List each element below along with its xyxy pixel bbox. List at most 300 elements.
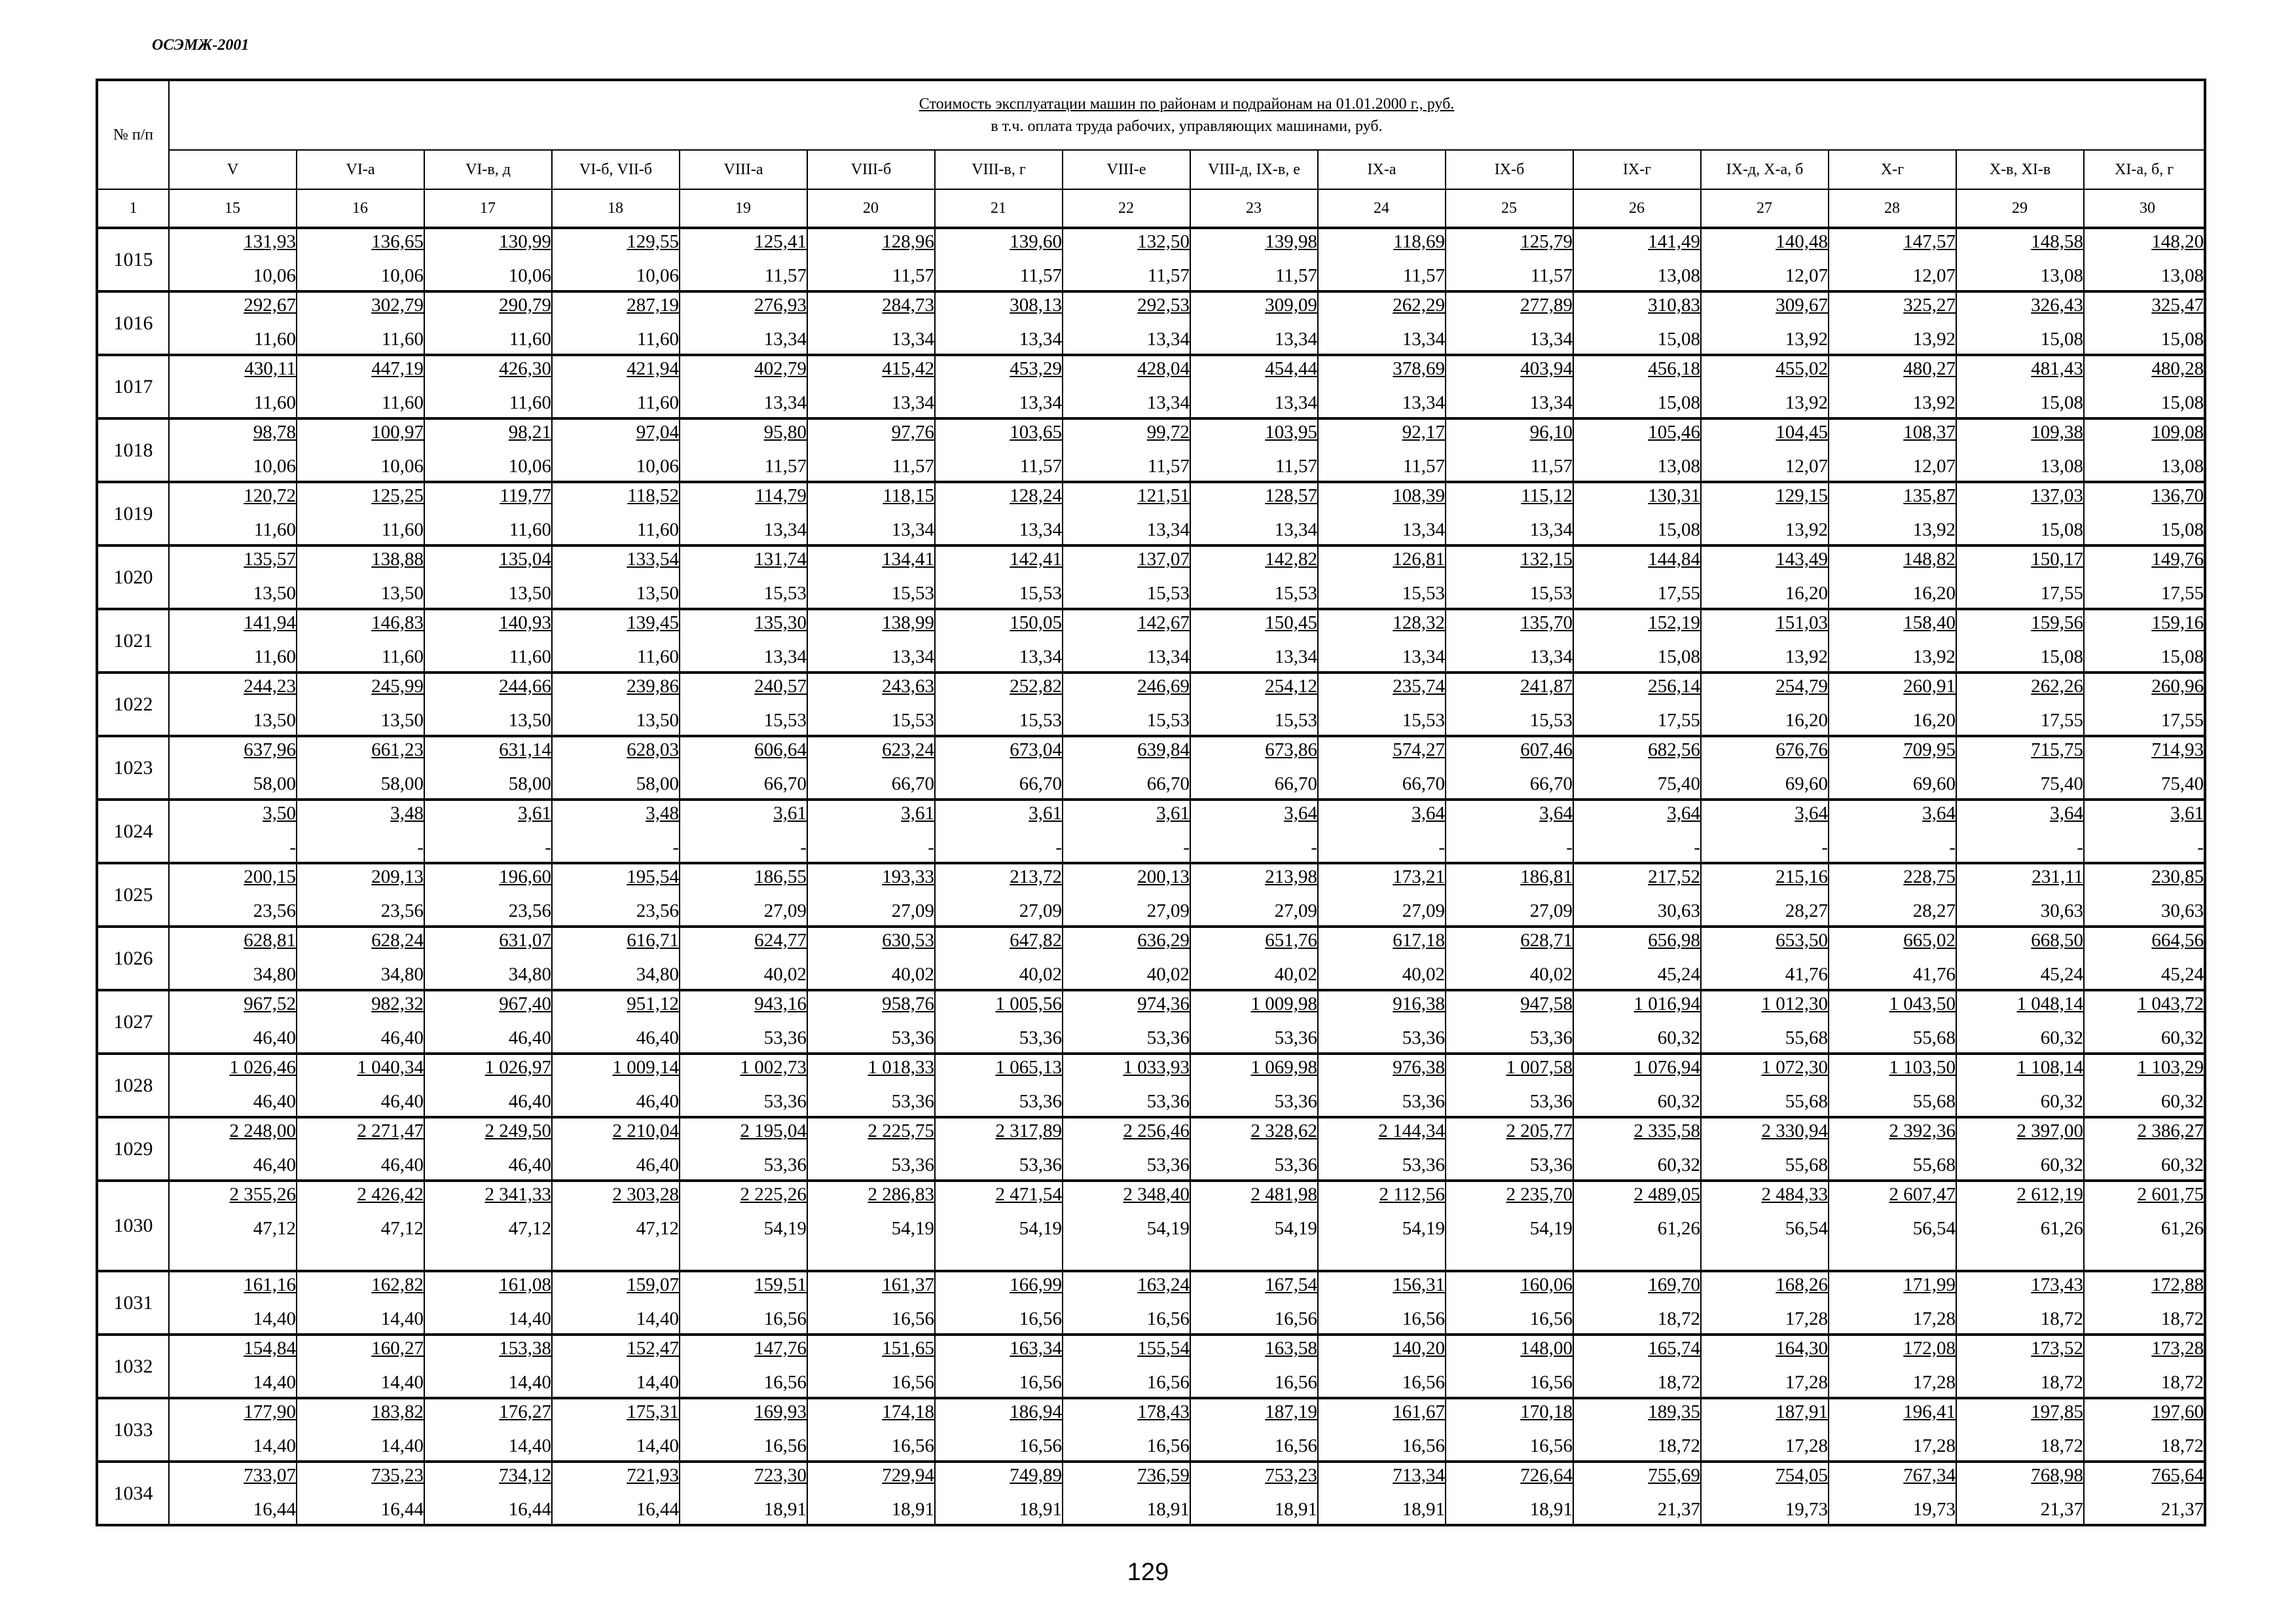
labor-cost-value: 13,08 — [1657, 456, 1700, 477]
labor-cost-value: 18,72 — [2160, 1435, 2204, 1456]
value-cell — [807, 609, 935, 673]
labor-cost-value: 16,56 — [1402, 1435, 1445, 1456]
value-cell — [807, 927, 935, 990]
region-header-row — [97, 150, 2205, 189]
value-cell — [1446, 736, 1573, 800]
value-cell — [1701, 418, 1829, 482]
value-cell — [1573, 355, 1701, 418]
value-cell — [1446, 990, 1573, 1054]
column-number: 1 — [97, 189, 169, 228]
machine-cost-value: 3,61 — [2170, 803, 2204, 824]
value-cell — [424, 1117, 552, 1181]
machine-cost-value: 152,19 — [1648, 612, 1700, 633]
machine-cost-value: 135,87 — [1903, 485, 1956, 506]
machine-cost-value: 128,57 — [1265, 485, 1317, 506]
labor-cost-value: 13,34 — [1019, 329, 1062, 350]
value-cell — [1446, 609, 1573, 673]
value-cell — [1446, 1335, 1573, 1398]
region-header: VIII-д, IX-в, е — [1190, 150, 1318, 189]
machine-cost-value: 639,84 — [1137, 739, 1190, 760]
machine-cost-value: 148,82 — [1903, 549, 1956, 570]
machine-cost-value: 428,04 — [1137, 358, 1190, 379]
machine-cost-value: 161,16 — [244, 1274, 296, 1295]
value-cell — [1318, 863, 1446, 927]
labor-cost-value: 16,56 — [1019, 1308, 1062, 1329]
machine-cost-value: 144,84 — [1648, 549, 1700, 570]
value-cell — [297, 1271, 424, 1335]
region-header: IX-д, X-а, б — [1701, 150, 1829, 189]
labor-cost-value: 13,34 — [891, 646, 934, 667]
table-row — [97, 1271, 2205, 1335]
value-cell — [1829, 1398, 1956, 1462]
value-cell — [1063, 927, 1190, 990]
labor-cost-value: 17,28 — [1912, 1372, 1956, 1393]
table-row — [97, 482, 2205, 545]
value-cell — [1318, 1054, 1446, 1117]
value-cell — [2084, 673, 2205, 736]
labor-cost-value: 18,72 — [1657, 1435, 1700, 1456]
labor-cost-value: 13,34 — [1146, 646, 1190, 667]
value-cell — [1956, 800, 2084, 863]
machine-cost-value: 3,61 — [901, 803, 934, 824]
value-cell — [552, 673, 680, 736]
machine-cost-value: 125,41 — [754, 231, 807, 252]
machine-cost-value: 129,55 — [627, 231, 679, 252]
value-cell — [1829, 927, 1956, 990]
machine-cost-value: 200,13 — [1137, 866, 1190, 887]
machine-cost-value: 3,61 — [518, 803, 551, 824]
labor-cost-value: 13,92 — [1912, 519, 1956, 540]
value-cell — [2084, 228, 2205, 291]
labor-cost-value: 13,34 — [1274, 329, 1317, 350]
machine-cost-value: 230,85 — [2151, 866, 2204, 887]
labor-cost-value: 16,56 — [1529, 1372, 1573, 1393]
machine-cost-value: 290,79 — [499, 295, 551, 316]
value-cell — [1701, 927, 1829, 990]
machine-cost-value: 726,64 — [1520, 1465, 1573, 1486]
value-cell — [1063, 1117, 1190, 1181]
machine-cost-value: 129,15 — [1776, 485, 1828, 506]
machine-cost-value: 235,74 — [1393, 676, 1445, 697]
labor-cost-value: 11,57 — [1530, 456, 1573, 477]
machine-cost-value: 133,54 — [627, 549, 679, 570]
labor-cost-value: 53,36 — [1019, 1154, 1062, 1175]
value-cell — [1446, 1462, 1573, 1525]
value-cell — [1573, 863, 1701, 927]
labor-cost-value: 13,92 — [1912, 392, 1956, 413]
value-cell — [807, 1181, 935, 1271]
labor-cost-value: 61,26 — [2040, 1218, 2083, 1239]
machine-cost-value: 2 195,04 — [740, 1120, 807, 1141]
value-cell — [2084, 927, 2205, 990]
value-cell — [424, 736, 552, 800]
machine-cost-value: 2 271,47 — [357, 1120, 424, 1141]
labor-cost-value: 66,70 — [1274, 773, 1317, 794]
value-cell — [1190, 673, 1318, 736]
machine-cost-value: 1 026,46 — [229, 1057, 296, 1078]
machine-cost-value: 146,83 — [371, 612, 424, 633]
value-cell — [169, 927, 297, 990]
value-cell — [424, 482, 552, 545]
machine-cost-value: 453,29 — [1010, 358, 1062, 379]
row-number: 1029 — [97, 1117, 169, 1181]
value-cell — [935, 800, 1063, 863]
labor-cost-value: 53,36 — [763, 1091, 807, 1112]
value-cell — [1063, 1181, 1190, 1271]
machine-cost-value: 3,61 — [1156, 803, 1190, 824]
value-cell — [680, 1054, 807, 1117]
value-cell — [552, 736, 680, 800]
labor-cost-value: 16,56 — [1146, 1372, 1190, 1393]
labor-cost-value: 18,91 — [891, 1499, 934, 1520]
labor-cost-value: 66,70 — [1146, 773, 1190, 794]
value-cell — [680, 1117, 807, 1181]
value-cell — [1701, 482, 1829, 545]
labor-cost-value: 15,53 — [763, 710, 807, 731]
machine-cost-value: 170,18 — [1520, 1401, 1573, 1422]
machine-cost-value: 193,33 — [882, 866, 934, 887]
machine-cost-value: 172,88 — [2151, 1274, 2204, 1295]
labor-cost-value: 54,19 — [891, 1218, 934, 1239]
value-cell — [169, 545, 297, 609]
machine-cost-value: 246,69 — [1137, 676, 1190, 697]
machine-cost-value: 103,95 — [1265, 422, 1317, 443]
value-cell — [169, 1054, 297, 1117]
labor-cost-value: 13,34 — [891, 519, 934, 540]
region-header: VIII-е — [1063, 150, 1190, 189]
row-number: 1015 — [97, 228, 169, 291]
machine-cost-value: 148,20 — [2151, 231, 2204, 252]
value-cell — [169, 1335, 297, 1398]
value-cell — [297, 418, 424, 482]
machine-cost-value: 108,37 — [1903, 422, 1956, 443]
value-cell — [424, 1462, 552, 1525]
value-cell — [1190, 1398, 1318, 1462]
value-cell — [1829, 800, 1956, 863]
labor-cost-value: 46,40 — [253, 1027, 296, 1048]
value-cell — [552, 1271, 680, 1335]
value-cell — [297, 355, 424, 418]
value-cell — [1190, 863, 1318, 927]
labor-cost-value: 16,56 — [1529, 1308, 1573, 1329]
machine-cost-value: 1 043,72 — [2137, 993, 2204, 1014]
value-cell — [935, 1335, 1063, 1398]
value-cell — [1956, 228, 2084, 291]
labor-cost-value: 60,32 — [2040, 1154, 2083, 1175]
value-cell — [552, 228, 680, 291]
labor-cost-value: 16,56 — [1146, 1435, 1190, 1456]
machine-cost-value: 114,79 — [755, 485, 807, 506]
region-header: IX-а — [1318, 150, 1446, 189]
labor-cost-value: 60,32 — [2160, 1154, 2204, 1175]
value-cell — [2084, 736, 2205, 800]
value-cell — [297, 927, 424, 990]
labor-cost-value: 54,19 — [1529, 1218, 1573, 1239]
column-number: 30 — [2140, 199, 2155, 217]
machine-cost-value: 1 103,29 — [2137, 1057, 2204, 1078]
machine-cost-value: 252,82 — [1010, 676, 1062, 697]
value-cell — [1190, 482, 1318, 545]
value-cell — [1318, 1181, 1446, 1271]
machine-cost-value: 128,32 — [1393, 612, 1445, 633]
machine-cost-value: 628,03 — [627, 739, 679, 760]
table-row — [97, 863, 2205, 927]
labor-cost-value: 46,40 — [636, 1027, 679, 1048]
labor-cost-value: 11,60 — [636, 646, 679, 667]
labor-cost-value: 23,56 — [636, 900, 679, 921]
value-cell — [1190, 355, 1318, 418]
value-cell — [1701, 228, 1829, 291]
machine-cost-value: 715,75 — [2031, 739, 2083, 760]
value-cell — [1318, 673, 1446, 736]
machine-cost-value: 2 355,26 — [229, 1184, 296, 1205]
value-cell — [935, 990, 1063, 1054]
value-cell — [1956, 1462, 2084, 1525]
column-number: 29 — [2012, 199, 2028, 217]
table-row — [97, 1117, 2205, 1181]
labor-cost-value: 16,56 — [1274, 1435, 1317, 1456]
value-cell — [1318, 736, 1446, 800]
value-cell — [1190, 1462, 1318, 1525]
table-title-main: Стоимость эксплуатации машин по районам и подрайонам на 01.01.2000 г., руб. — [919, 96, 1455, 113]
labor-cost-value: 11,60 — [253, 329, 296, 350]
labor-cost-value: 14,40 — [508, 1308, 551, 1329]
machine-cost-value: 3,64 — [1284, 803, 1317, 824]
machine-cost-value: 628,71 — [1520, 930, 1573, 951]
value-cell — [1190, 1054, 1318, 1117]
table-row — [97, 990, 2205, 1054]
labor-cost-value: 13,08 — [2040, 265, 2083, 286]
machine-cost-value: 430,11 — [244, 358, 296, 379]
machine-cost-value: 617,18 — [1393, 930, 1445, 951]
document-code: ОСЭМЖ-2001 — [152, 37, 249, 54]
machine-cost-value: 2 392,36 — [1889, 1120, 1956, 1141]
value-cell — [1446, 482, 1573, 545]
labor-cost-value: 23,56 — [380, 900, 424, 921]
labor-cost-value: 10,06 — [253, 456, 296, 477]
labor-cost-value: 34,80 — [508, 964, 551, 985]
machine-cost-value: 142,41 — [1010, 549, 1062, 570]
value-cell — [2084, 482, 2205, 545]
machine-cost-value: 138,88 — [371, 549, 424, 570]
machine-cost-value: 160,06 — [1520, 1274, 1573, 1295]
value-cell — [1318, 291, 1446, 355]
machine-cost-value: 277,89 — [1520, 295, 1573, 316]
labor-cost-value: 53,36 — [763, 1027, 807, 1048]
value-cell — [297, 1462, 424, 1525]
machine-cost-value: 402,79 — [754, 358, 807, 379]
value-cell — [552, 482, 680, 545]
labor-cost-value: 12,07 — [1912, 265, 1956, 286]
labor-cost-value: 53,36 — [1529, 1154, 1573, 1175]
machine-cost-value: 137,07 — [1137, 549, 1190, 570]
region-header: VI-в, д — [424, 150, 552, 189]
machine-cost-value: 3,61 — [773, 803, 807, 824]
machine-cost-value: 148,00 — [1520, 1338, 1573, 1359]
value-cell — [1573, 673, 1701, 736]
value-cell — [1063, 1054, 1190, 1117]
labor-cost-value: 46,40 — [380, 1154, 424, 1175]
value-cell — [1956, 1271, 2084, 1335]
value-cell — [297, 1054, 424, 1117]
value-cell — [1318, 1398, 1446, 1462]
labor-cost-value: 30,63 — [2160, 900, 2204, 921]
machine-cost-value: 161,67 — [1393, 1401, 1445, 1422]
machine-cost-value: 132,15 — [1520, 549, 1573, 570]
labor-cost-value: 21,37 — [1657, 1499, 1700, 1520]
machine-cost-value: 121,51 — [1137, 485, 1190, 506]
machine-cost-value: 668,50 — [2031, 930, 2083, 951]
labor-cost-value: 13,34 — [763, 646, 807, 667]
labor-cost-value: 14,40 — [508, 1372, 551, 1393]
machine-cost-value: 174,18 — [882, 1401, 934, 1422]
value-cell — [1956, 482, 2084, 545]
machine-cost-value: 631,07 — [499, 930, 551, 951]
value-cell — [1956, 1054, 2084, 1117]
machine-cost-value: 109,08 — [2151, 422, 2204, 443]
machine-cost-value: 96,10 — [1529, 422, 1573, 443]
machine-cost-value: 196,60 — [499, 866, 551, 887]
labor-cost-value: 11,57 — [1147, 456, 1190, 477]
value-cell — [552, 418, 680, 482]
value-cell — [1701, 355, 1829, 418]
table-row — [97, 1335, 2205, 1398]
value-cell — [2084, 1181, 2205, 1271]
labor-cost-value: 11,60 — [381, 392, 424, 413]
labor-cost-value: - — [1438, 837, 1445, 858]
machine-cost-value: 1 009,14 — [612, 1057, 679, 1078]
value-cell — [552, 990, 680, 1054]
value-cell — [680, 1181, 807, 1271]
value-cell — [297, 1398, 424, 1462]
labor-cost-value: 16,56 — [891, 1372, 934, 1393]
value-cell — [807, 1054, 935, 1117]
machine-cost-value: 151,03 — [1776, 612, 1828, 633]
row-number: 1032 — [97, 1335, 169, 1398]
value-cell — [1190, 418, 1318, 482]
table-row — [97, 1398, 2205, 1462]
value-cell — [1573, 1181, 1701, 1271]
value-cell — [169, 482, 297, 545]
value-cell — [1956, 736, 2084, 800]
value-cell — [169, 1398, 297, 1462]
value-cell — [1318, 927, 1446, 990]
machine-cost-value: 186,94 — [1010, 1401, 1062, 1422]
machine-cost-value: 173,43 — [2031, 1274, 2083, 1295]
machine-cost-value: 287,19 — [627, 295, 679, 316]
table-title-sub: в т.ч. оплата труда рабочих, управляющих машинами, руб. — [991, 118, 1383, 135]
labor-cost-value: 27,09 — [891, 900, 934, 921]
labor-cost-value: 13,34 — [1019, 519, 1062, 540]
value-cell — [1956, 545, 2084, 609]
machine-cost-value: 1 016,94 — [1633, 993, 1700, 1014]
labor-cost-value: 12,07 — [1785, 456, 1828, 477]
labor-cost-value: - — [2077, 837, 2083, 858]
machine-cost-value: 974,36 — [1137, 993, 1190, 1014]
labor-cost-value: 13,50 — [380, 710, 424, 731]
labor-cost-value: 46,40 — [253, 1091, 296, 1112]
machine-cost-value: 403,94 — [1520, 358, 1573, 379]
value-cell — [1829, 673, 1956, 736]
value-cell — [1573, 609, 1701, 673]
value-cell — [1956, 1335, 2084, 1398]
labor-cost-value: 14,40 — [253, 1372, 296, 1393]
value-cell — [2084, 545, 2205, 609]
labor-cost-value: 40,02 — [891, 964, 934, 985]
machine-cost-value: 765,64 — [2151, 1465, 2204, 1486]
machine-cost-value: 172,08 — [1903, 1338, 1956, 1359]
value-cell — [1701, 1181, 1829, 1271]
value-cell — [552, 355, 680, 418]
machine-cost-value: 2 328,62 — [1250, 1120, 1317, 1141]
machine-cost-value: 2 397,00 — [2016, 1120, 2083, 1141]
labor-cost-value: 16,56 — [891, 1308, 934, 1329]
labor-cost-value: 13,34 — [763, 519, 807, 540]
labor-cost-value: 55,68 — [1785, 1091, 1828, 1112]
labor-cost-value: 17,55 — [2160, 583, 2204, 604]
value-cell — [1701, 545, 1829, 609]
machine-cost-value: 147,57 — [1903, 231, 1956, 252]
value-cell — [1956, 609, 2084, 673]
labor-cost-value: 75,40 — [1657, 773, 1700, 794]
machine-cost-value: 173,28 — [2151, 1338, 2204, 1359]
value-cell — [424, 418, 552, 482]
value-cell — [1573, 291, 1701, 355]
labor-cost-value: 15,08 — [2160, 646, 2204, 667]
value-cell — [1446, 927, 1573, 990]
value-cell — [1956, 1181, 2084, 1271]
machine-cost-value: 161,37 — [882, 1274, 934, 1295]
value-cell — [169, 1462, 297, 1525]
labor-cost-value: 13,50 — [636, 710, 679, 731]
labor-cost-value: 66,70 — [1402, 773, 1445, 794]
labor-cost-value: 60,32 — [2160, 1027, 2204, 1048]
value-cell — [935, 1117, 1063, 1181]
value-cell — [552, 1335, 680, 1398]
value-cell — [807, 1271, 935, 1335]
labor-cost-value: 27,09 — [1019, 900, 1062, 921]
machine-cost-value: 607,46 — [1520, 739, 1573, 760]
labor-cost-value: 66,70 — [763, 773, 807, 794]
value-cell — [807, 990, 935, 1054]
value-cell — [1318, 800, 1446, 863]
labor-cost-value: 14,40 — [253, 1435, 296, 1456]
labor-cost-value: 13,34 — [763, 329, 807, 350]
value-cell — [1956, 418, 2084, 482]
machine-cost-value: 325,47 — [2151, 295, 2204, 316]
labor-cost-value: 13,34 — [1146, 519, 1190, 540]
column-number: 16 — [352, 199, 368, 217]
machine-cost-value: 2 612,19 — [2016, 1184, 2083, 1205]
value-cell — [1956, 355, 2084, 418]
labor-cost-value: 15,53 — [1402, 710, 1445, 731]
labor-cost-value: 46,40 — [380, 1027, 424, 1048]
machine-cost-value: 100,97 — [371, 422, 424, 443]
value-cell — [680, 800, 807, 863]
labor-cost-value: 53,36 — [1274, 1154, 1317, 1175]
labor-cost-value: - — [672, 837, 679, 858]
value-cell — [169, 228, 297, 291]
machine-cost-value: 292,53 — [1137, 295, 1190, 316]
value-cell — [935, 291, 1063, 355]
value-cell — [807, 736, 935, 800]
labor-cost-value: 18,72 — [1657, 1308, 1700, 1329]
machine-cost-value: 159,51 — [754, 1274, 807, 1295]
machine-cost-value: 183,82 — [371, 1401, 424, 1422]
machine-cost-value: 2 386,27 — [2137, 1120, 2204, 1141]
value-cell — [1829, 228, 1956, 291]
labor-cost-value: 17,55 — [2040, 583, 2083, 604]
